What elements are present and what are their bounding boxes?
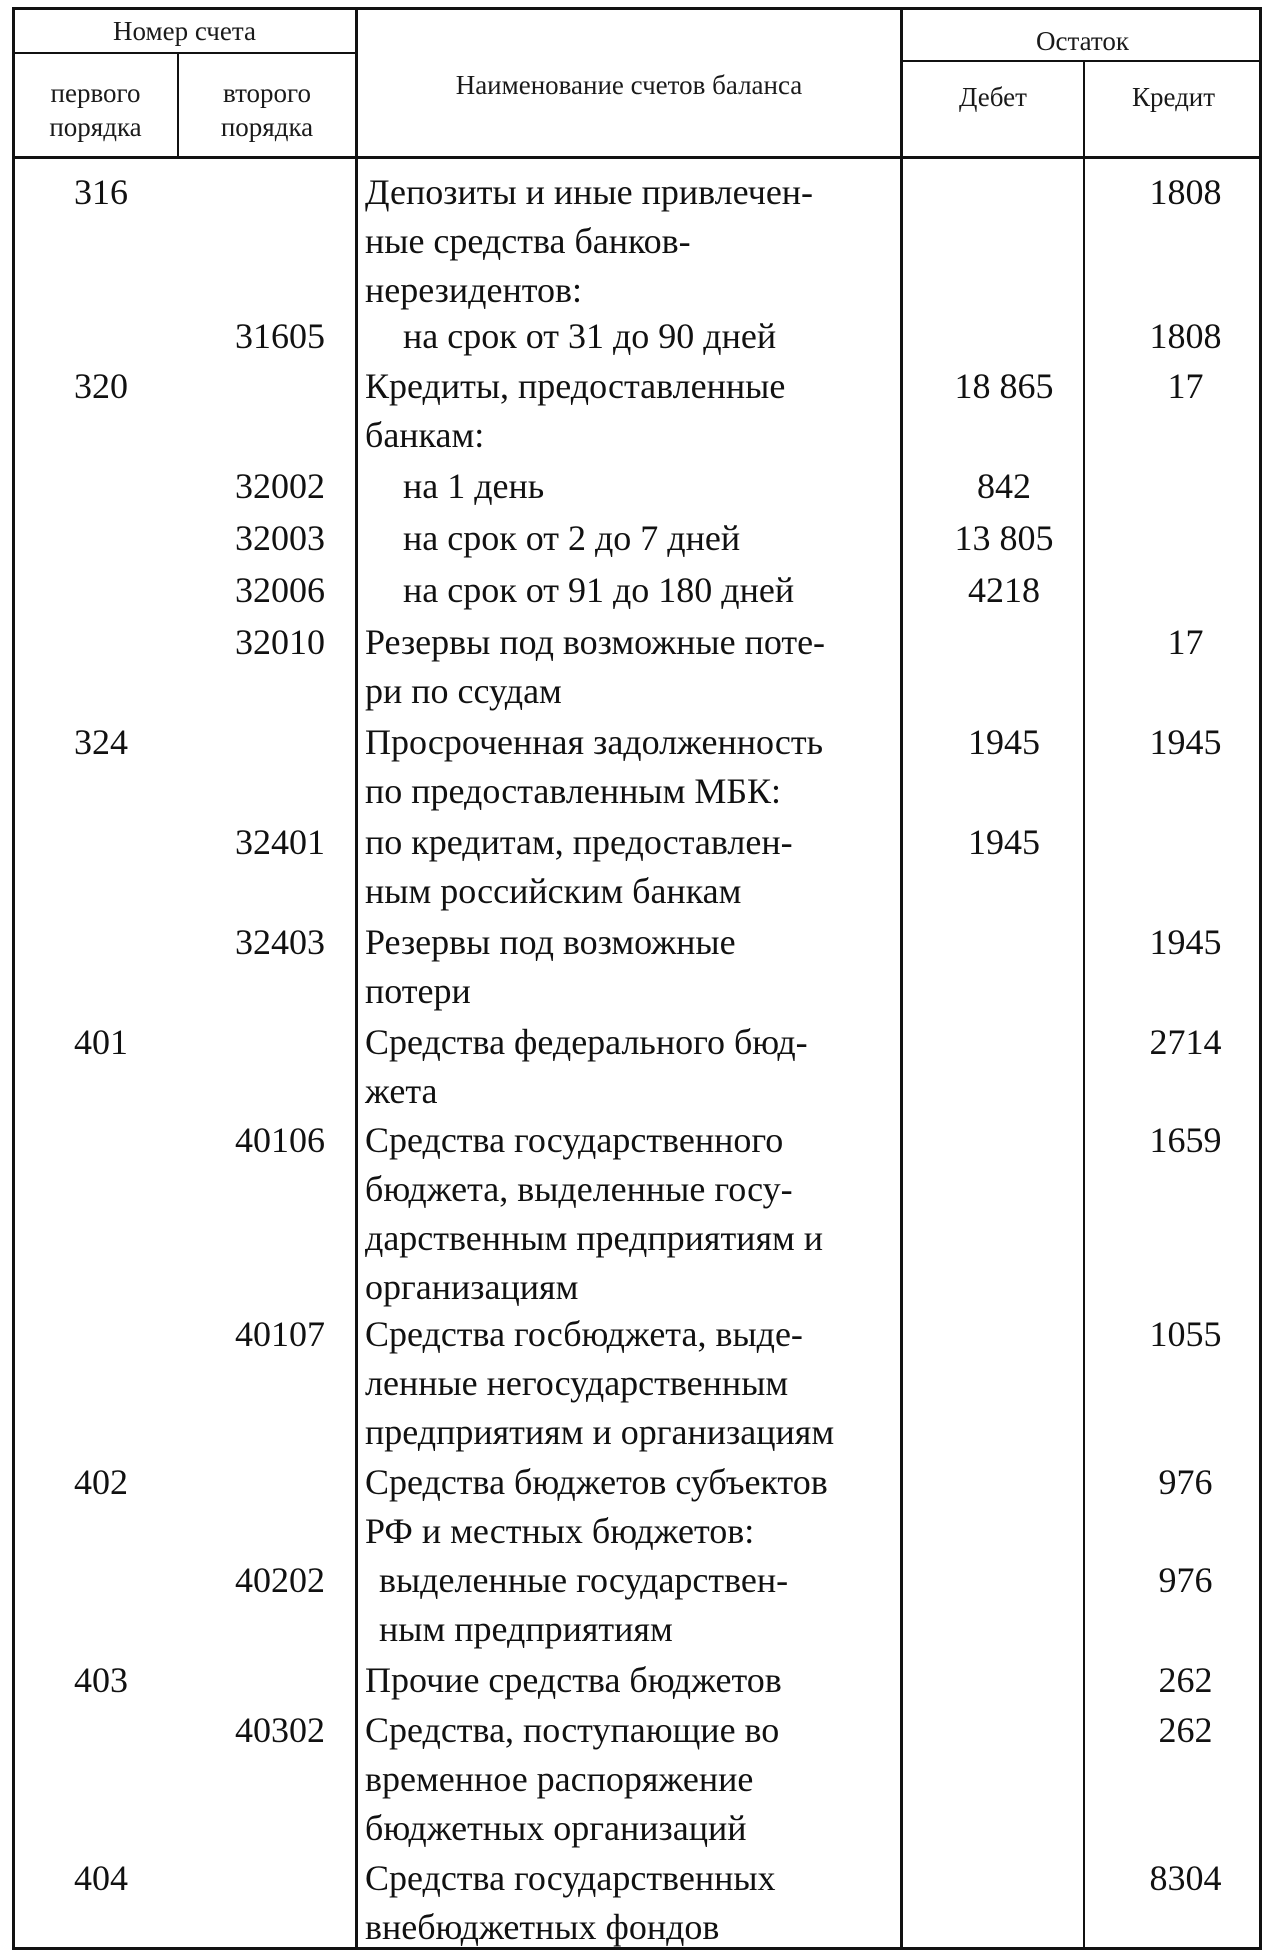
header-balance: Остаток (1036, 26, 1129, 56)
account-name (365, 1310, 915, 1457)
account-second-order: 32403 (235, 922, 325, 962)
account-second-order: 32003 (235, 518, 325, 558)
account-name-line: Кредиты, предоставленные (365, 366, 786, 406)
header-debit: Дебет (959, 82, 1027, 112)
account-first-order: 402 (74, 1462, 128, 1502)
account-name-line: ри по ссудам (365, 671, 562, 711)
balance-debit: 18 865 (954, 366, 1054, 406)
account-name-line: организациям (365, 1267, 579, 1307)
account-name-line: потери (365, 971, 471, 1011)
account-name-line: Средства, поступающие во (365, 1710, 780, 1750)
balance-credit: 8304 (1149, 1858, 1222, 1898)
account-name (365, 514, 915, 563)
account-name-line: на срок от 31 до 90 дней (403, 316, 777, 356)
balance-credit: 976 (1158, 1462, 1213, 1502)
account-name-line: на срок от 2 до 7 дней (403, 518, 741, 558)
account-name (365, 1656, 915, 1705)
header-account-number: Номер счета (113, 16, 256, 46)
account-name-line: банкам: (365, 415, 485, 455)
account-second-order: 40106 (235, 1120, 325, 1160)
balance-debit: 4218 (968, 570, 1040, 610)
balance-credit: 17 (1167, 622, 1204, 662)
balance-credit: 1055 (1149, 1314, 1222, 1354)
balance-credit: 1659 (1149, 1120, 1222, 1160)
account-name (365, 718, 915, 816)
account-name-line: бюджетных организаций (365, 1808, 747, 1848)
account-name-line: жета (365, 1071, 438, 1111)
header-credit: Кредит (1131, 82, 1216, 112)
account-name-line: выделенные государствен- (379, 1560, 789, 1600)
account-name-line: дарственным предприятиям и (365, 1218, 824, 1258)
account-first-order: 320 (74, 366, 128, 406)
account-name-line: Депозиты и иные привлечен- (365, 172, 814, 212)
account-second-order: 40302 (235, 1710, 325, 1750)
account-name-line: внебюджетных фондов (365, 1907, 720, 1947)
account-name (365, 1556, 915, 1654)
header-second-order: второго порядка (220, 78, 314, 142)
account-first-order: 403 (74, 1660, 128, 1700)
account-name-line: Средства государственного (365, 1120, 784, 1160)
account-name-line: РФ и местных бюджетов: (365, 1511, 755, 1551)
account-name-line: на срок от 91 до 180 дней (403, 570, 795, 610)
balance-credit: 976 (1158, 1560, 1213, 1600)
account-name-line: на 1 день (403, 466, 545, 506)
account-name (365, 818, 915, 916)
balance-credit: 1945 (1149, 722, 1222, 762)
account-second-order: 32006 (235, 570, 325, 610)
account-name-line: ные средства банков- (365, 221, 691, 261)
account-name (365, 1116, 915, 1312)
balance-debit: 1945 (968, 722, 1040, 762)
account-name-line: временное распоряжение (365, 1759, 754, 1799)
balance-credit: 262 (1158, 1710, 1213, 1750)
balance-credit: 262 (1158, 1660, 1213, 1700)
account-name (365, 918, 915, 1016)
account-name-line: по кредитам, предоставлен- (365, 822, 793, 862)
header-bottom-rule (12, 156, 1262, 159)
account-second-order: 32401 (235, 822, 325, 862)
account-name (365, 362, 915, 460)
header-divider-account-number (12, 52, 357, 54)
account-name-line: Резервы под возможные поте- (365, 622, 826, 662)
balance-credit: 1808 (1149, 316, 1222, 356)
account-name (365, 168, 915, 315)
account-first-order: 324 (74, 722, 128, 762)
account-second-order: 32002 (235, 466, 325, 506)
account-name-line: Резервы под возможные (365, 922, 736, 962)
balance-credit: 1945 (1149, 922, 1222, 962)
account-name (365, 312, 915, 361)
account-name-line: Средства бюджетов субъектов (365, 1462, 828, 1502)
account-name (365, 1854, 915, 1952)
account-name (365, 1706, 915, 1853)
account-name-line: по предоставленным МБК: (365, 771, 782, 811)
account-second-order: 40107 (235, 1314, 325, 1354)
balance-debit: 842 (977, 466, 1031, 506)
account-first-order: 404 (74, 1858, 128, 1898)
account-name-line: ленные негосударственным (365, 1363, 789, 1403)
header-account-name: Наименование счетов баланса (455, 70, 803, 100)
account-name-line: Средства федерального бюд- (365, 1022, 808, 1062)
header-first-order: первого порядка (49, 78, 142, 142)
account-name-line: бюджета, выделенные госу- (365, 1169, 793, 1209)
header-divider-balance (902, 60, 1262, 62)
account-name-line: ным российским банкам (365, 871, 742, 911)
account-name (365, 1458, 915, 1556)
account-name-line: Прочие средства бюджетов (365, 1660, 782, 1700)
account-name-line: Средства госбюджета, выде- (365, 1314, 803, 1354)
column-divider-credit (1083, 60, 1085, 1950)
balance-debit: 1945 (968, 822, 1040, 862)
account-name (365, 462, 915, 511)
account-first-order: 316 (74, 172, 128, 212)
account-second-order: 40202 (235, 1560, 325, 1600)
account-second-order: 32010 (235, 622, 325, 662)
account-first-order: 401 (74, 1022, 128, 1062)
balance-debit: 13 805 (954, 518, 1054, 558)
account-name (365, 1018, 915, 1116)
account-second-order: 31605 (235, 316, 325, 356)
account-name-line: Средства государственных (365, 1858, 776, 1898)
balance-credit: 1808 (1149, 172, 1222, 212)
account-name-line: ным предприятиям (379, 1609, 673, 1649)
account-name-line: Просроченная задолженность (365, 722, 824, 762)
balance-credit: 2714 (1149, 1022, 1222, 1062)
account-name-line: предприятиям и организациям (365, 1412, 835, 1452)
column-divider-name (355, 7, 358, 1950)
balance-credit: 17 (1167, 366, 1204, 406)
account-name-line: нерезидентов: (365, 270, 582, 310)
account-name (365, 566, 915, 615)
account-name (365, 618, 915, 716)
